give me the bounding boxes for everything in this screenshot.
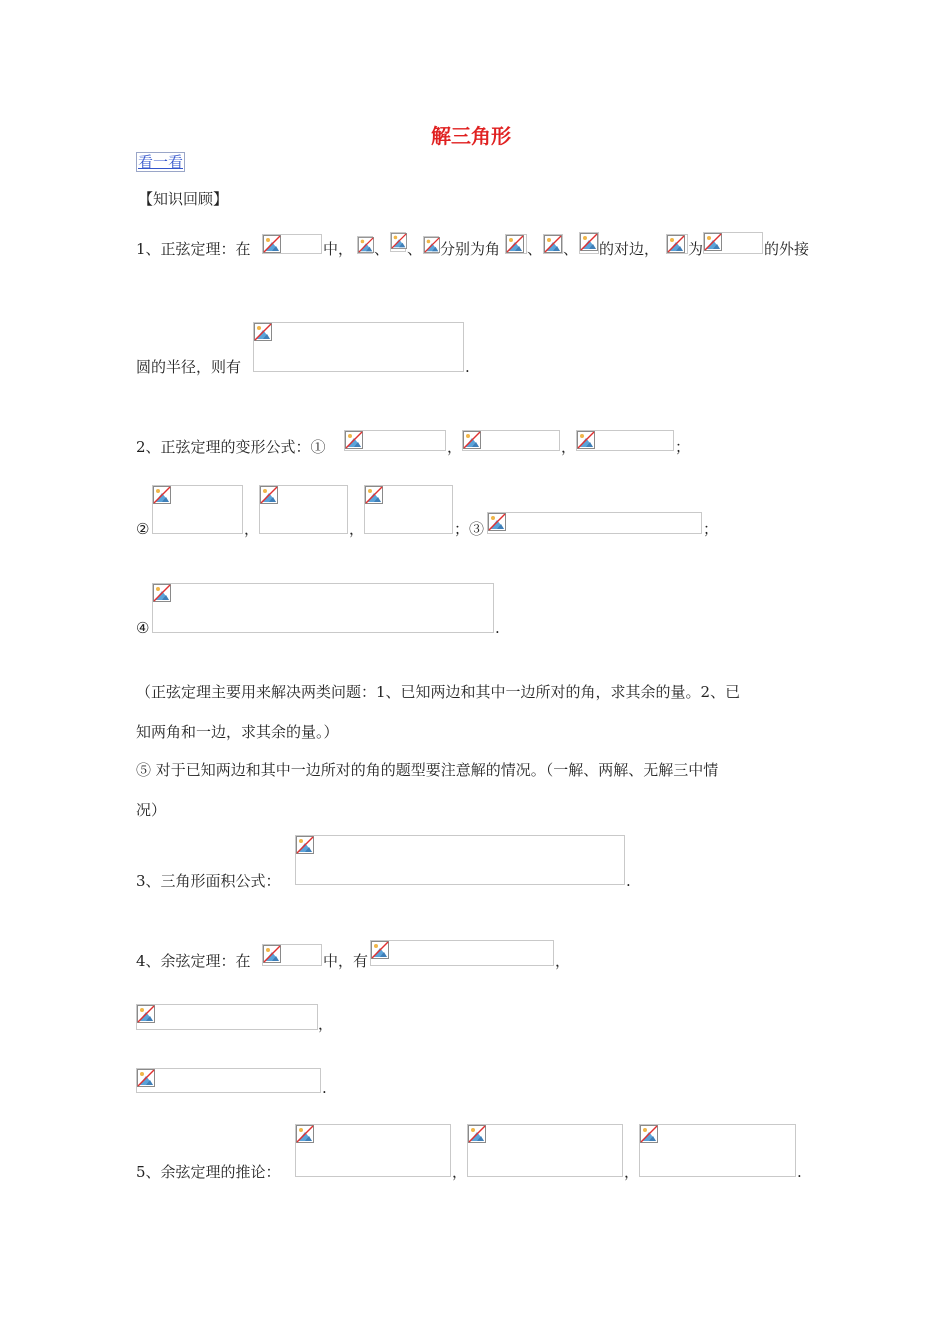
item5-text: ， [624, 1163, 640, 1181]
item1-end: . [465, 358, 470, 376]
item1-prefix: 1、正弦定理：在 [136, 240, 251, 258]
formula-image [295, 1124, 451, 1177]
item1-line2: 圆的半径，则有 [136, 358, 242, 376]
formula-image [344, 430, 446, 451]
formula-image [262, 234, 322, 254]
item4-text: ， [318, 1015, 334, 1033]
formula-image [666, 234, 688, 254]
item2-text: ； [703, 520, 719, 538]
formula-image [364, 485, 453, 534]
formula-image [357, 236, 373, 254]
item5-prefix: 5、余弦定理的推论： [136, 1163, 281, 1181]
formula-image [576, 430, 674, 451]
note-line: 知两角和一边，求其余的量。） [136, 723, 339, 741]
formula-image [295, 835, 625, 885]
item2-end: . [495, 619, 500, 637]
formula-image [423, 236, 439, 254]
item3-end: . [626, 872, 631, 890]
formula-image [253, 322, 464, 372]
note-line: 况） [136, 801, 167, 819]
formula-image [543, 234, 563, 254]
note-line: ⑤ 对于已知两边和其中一边所对的角的题型要注意解的情况。（一解、两解、无解三中情 [136, 761, 719, 779]
formula-image [152, 485, 243, 534]
item1-text: 、 [527, 240, 543, 258]
item5-end: . [797, 1163, 802, 1181]
formula-image [259, 485, 348, 534]
item2-circle2: ② [136, 520, 150, 538]
item1-text: 的外接 [764, 240, 810, 258]
formula-image [390, 232, 406, 252]
formula-image [136, 1004, 318, 1030]
item2-text: ， [244, 520, 260, 538]
item2-prefix: 2、正弦定理的变形公式：① [136, 438, 326, 456]
formula-image [579, 232, 599, 254]
item4-prefix: 4、余弦定理：在 [136, 952, 251, 970]
formula-image [703, 232, 763, 254]
item4-text: ， [555, 952, 571, 970]
look-link[interactable]: 看一看 [138, 153, 184, 171]
item1-text: 中， [323, 240, 354, 258]
formula-image [467, 1124, 623, 1177]
formula-image [462, 430, 560, 451]
item2-circle4: ④ [136, 619, 150, 637]
formula-image [262, 944, 322, 966]
item1-text: 、 [374, 240, 390, 258]
item2-text: ；③ [454, 520, 485, 538]
item2-text: ， [447, 438, 463, 456]
item2-text: ， [349, 520, 365, 538]
note-line: （正弦定理主要用来解决两类问题：1、已知两边和其中一边所对的角，求其余的量。2、已 [136, 683, 741, 701]
item4-text: 中，有 [323, 952, 369, 970]
formula-image [136, 1068, 321, 1093]
item4-end: . [322, 1079, 327, 1097]
formula-image [639, 1124, 796, 1177]
item2-text: ； [675, 438, 691, 456]
page-title: 解三角形 [431, 124, 511, 148]
item1-text: 分别为角 [440, 240, 501, 258]
item1-text: 为 [688, 240, 704, 258]
item1-text: 、 [563, 240, 579, 258]
item3-prefix: 3、三角形面积公式： [136, 872, 281, 890]
item5-text: ， [452, 1163, 468, 1181]
formula-image [152, 583, 494, 633]
item1-text: 、 [407, 240, 423, 258]
section-heading: 【知识回顾】 [138, 190, 229, 208]
formula-image [487, 512, 702, 534]
formula-image [505, 234, 527, 254]
formula-image [370, 940, 554, 966]
item2-text: ， [561, 438, 577, 456]
item1-text: 的对边， [599, 240, 660, 258]
